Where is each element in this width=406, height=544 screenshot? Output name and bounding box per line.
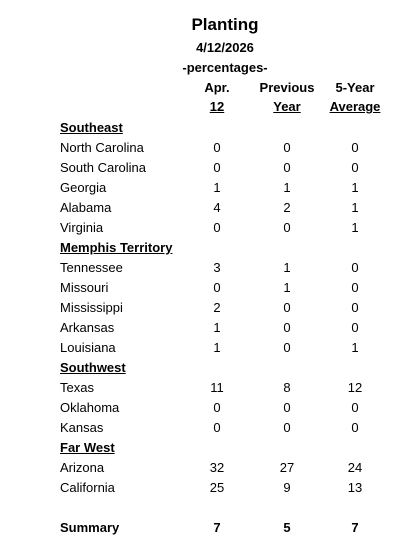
state-name: Mississippi (60, 300, 123, 315)
table-cell: 0 (213, 160, 221, 175)
table-cell: 11 (210, 380, 224, 395)
table-row (0, 340, 406, 360)
state-name: Texas (60, 380, 94, 395)
table-row (0, 140, 406, 160)
table-cell: 1 (283, 260, 291, 275)
table-cell: 0 (283, 160, 291, 175)
table-row (0, 460, 406, 480)
table-cell: 1 (213, 180, 221, 195)
table-cell: 0 (213, 420, 221, 435)
table-cell: 0 (283, 320, 291, 335)
table-cell: 13 (347, 480, 363, 495)
table-cell: 4 (213, 200, 221, 215)
state-name: North Carolina (60, 140, 144, 155)
table-cell: 9 (283, 480, 291, 495)
table-cell: 0 (351, 280, 359, 295)
table-cell: 0 (351, 260, 359, 275)
table-row (0, 260, 406, 280)
state-name: Louisiana (60, 340, 116, 355)
table-row (0, 420, 406, 440)
column-header-line1: 5-Year (335, 80, 375, 95)
region-heading: Southwest (60, 360, 126, 375)
state-name: Alabama (60, 200, 112, 215)
summary-cell: 7 (351, 520, 359, 535)
table-cell: 0 (351, 400, 359, 415)
state-name: South Carolina (60, 160, 146, 175)
column-header-line2: Year (273, 99, 301, 114)
column-header-line2: Average (329, 99, 381, 114)
state-name: Georgia (60, 180, 107, 195)
table-cell: 0 (213, 140, 221, 155)
table-cell: 0 (213, 280, 221, 295)
table-row (0, 280, 406, 300)
state-name: Virginia (60, 220, 104, 235)
table-cell: 12 (347, 380, 363, 395)
state-name: Kansas (60, 420, 104, 435)
table-row (0, 380, 406, 400)
table-cell: 3 (213, 260, 221, 275)
region-heading: Memphis Territory (60, 240, 173, 255)
table-cell: 0 (351, 320, 359, 335)
state-name: Missouri (60, 280, 109, 295)
summary-cell: 5 (283, 520, 291, 535)
table-cell: 1 (283, 180, 291, 195)
column-header-apr (177, 80, 257, 114)
summary-row (0, 520, 406, 540)
table-cell: 1 (351, 220, 359, 235)
table-cell: 2 (213, 300, 221, 315)
table-cell: 1 (351, 340, 359, 355)
units-label: -percentages- (182, 60, 268, 75)
table-row (0, 180, 406, 200)
column-header-line1: Previous (259, 80, 315, 95)
table-cell: 0 (213, 220, 221, 235)
table-cell: 0 (283, 400, 291, 415)
state-name: Arizona (60, 460, 105, 475)
table-row (0, 160, 406, 180)
table-cell: 32 (209, 460, 225, 475)
table-cell: 0 (351, 300, 359, 315)
table-row (0, 480, 406, 500)
table-cell: 1 (213, 320, 221, 335)
table-cell: 0 (283, 140, 291, 155)
column-header-5-year-average (315, 80, 395, 114)
summary-label: Summary (60, 520, 120, 535)
table-cell: 27 (279, 460, 295, 475)
column-header-line1: Apr. (204, 80, 230, 95)
state-name: Oklahoma (60, 400, 120, 415)
table-row (0, 400, 406, 420)
table-cell: 2 (283, 200, 291, 215)
region-heading: Southeast (60, 120, 123, 135)
state-name: Tennessee (60, 260, 123, 275)
table-row (0, 320, 406, 340)
table-row (0, 200, 406, 220)
page-title: Planting (191, 15, 259, 34)
table-cell: 8 (283, 380, 291, 395)
table-cell: 0 (283, 420, 291, 435)
table-cell: 0 (351, 420, 359, 435)
table-row (0, 300, 406, 320)
column-header-line2: 12 (209, 99, 225, 114)
table-cell: 0 (213, 400, 221, 415)
table-cell: 0 (351, 160, 359, 175)
table-cell: 1 (351, 180, 359, 195)
state-name: California (60, 480, 115, 495)
table-cell: 0 (283, 340, 291, 355)
table-cell: 0 (283, 220, 291, 235)
table-cell: 25 (209, 480, 225, 495)
table-cell: 0 (283, 300, 291, 315)
table-cell: 1 (351, 200, 359, 215)
table-cell: 1 (283, 280, 291, 295)
report-date: 4/12/2026 (196, 40, 254, 55)
table-cell: 0 (351, 140, 359, 155)
table-cell: 1 (213, 340, 221, 355)
state-name: Arkansas (60, 320, 115, 335)
table-row (0, 220, 406, 240)
summary-cell: 7 (213, 520, 221, 535)
table-cell: 24 (347, 460, 363, 475)
region-heading: Far West (60, 440, 115, 455)
